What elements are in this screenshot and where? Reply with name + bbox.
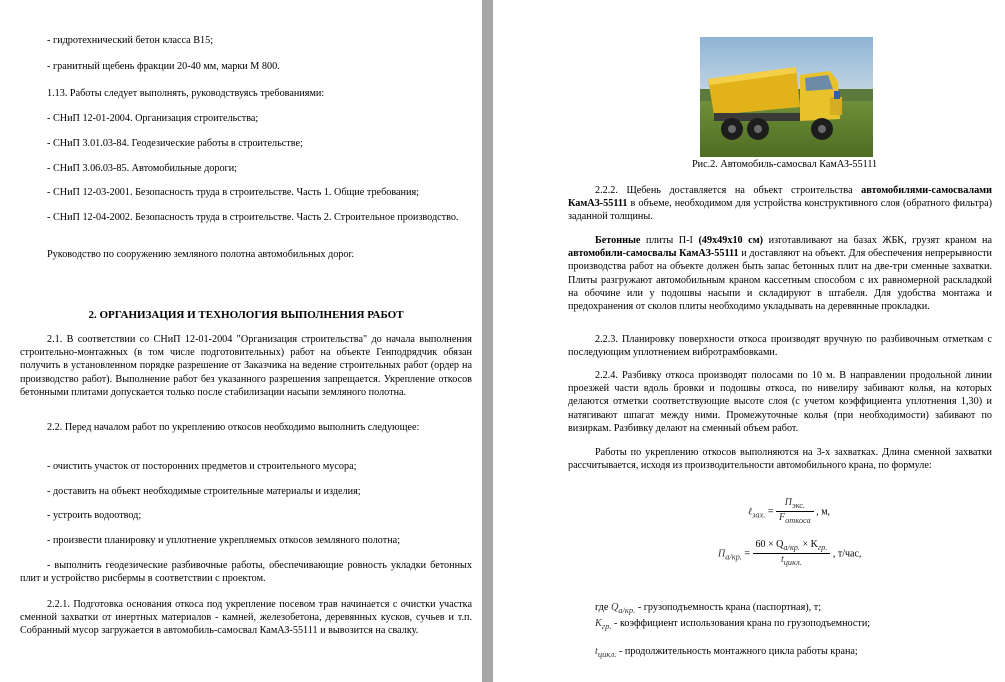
formula-symbol: П <box>718 548 726 560</box>
paragraph-snip-12-01: - СНиП 12-01-2004. Организация строительства; <box>47 113 259 124</box>
right-page <box>493 0 1005 682</box>
list-item-geodesy: - выполнить геодезические разбивочные работы, обеспечивающие ровность укладки бетонных плит и устройство рисбермы в соответствии с проектом. <box>20 560 472 585</box>
formula-subscript: гр. <box>601 621 612 632</box>
paragraph-snip-3-06: - СНиП 3.06.03-85. Автомобильные дороги; <box>47 163 238 174</box>
paragraph-2-2-3: 2.2.3. Планировку поверхности откоса производят вручную по разбивочным отметкам с последующим уплотнением вибротрамбовками. <box>568 334 992 359</box>
paragraph-2-2-4: 2.2.4. Разбивку откоса производят полосами по 10 м. В направлении продольной линии проезжей части вдоль бровки и подошвы откоса, по нивелиру забивают колья, на которых делаются отметки соответствующие высоте слоя (с учетом коэффициента уплотнения 1,30) и натягивают шпагат между ними. Промежуточные колья (при необходимости) забивают по визиркам. Разбивку делают на сменный объем работ. <box>568 370 992 434</box>
definition-text: - продолжительность монтажного цикла работы крана; <box>616 646 858 657</box>
list-item-clean: - очистить участок от посторонних предметов и строительного мусора; <box>47 461 357 472</box>
bold-run: (49х49х10 см) <box>698 235 764 246</box>
section-heading: 2. ОРГАНИЗАЦИЯ И ТЕХНОЛОГИЯ ВЫПОЛНЕНИЯ РАБОТ <box>88 309 404 321</box>
text-run: в объеме, необходимом для устройства конструктивного слоя (обратного фильтра) заданной толщины. <box>568 198 992 223</box>
paragraph-snip-12-04: - СНиП 12-04-2002. Безопасность труда в строительстве. Часть 2. Строительное производство. <box>47 212 459 223</box>
paragraph-concrete-slabs <box>568 234 992 313</box>
formula-grip-length <box>748 497 830 527</box>
truck-photo <box>700 37 873 157</box>
page-gutter <box>482 0 493 682</box>
bold-run: автомобилями-самосвалами КамАЗ-55111 <box>568 185 992 210</box>
definition-text: - коэффициент использования крана по грузоподъемности; <box>611 618 871 629</box>
formula-unit: , м, <box>816 506 831 518</box>
where-label: где <box>595 602 609 613</box>
formula-subscript: цикл. <box>783 558 802 567</box>
formula-symbol: Q <box>610 602 619 613</box>
formula-fraction <box>776 497 814 527</box>
left-page <box>0 0 482 682</box>
formula-unit: , т/час, <box>832 548 862 560</box>
formula-subscript: откоса <box>785 516 811 525</box>
definition-text: - грузоподъемность крана (паспортная), т; <box>635 602 822 613</box>
paragraph-1-13: 1.13. Работы следует выполнять, руководствуясь требованиями: <box>47 88 325 99</box>
paragraph-concrete-class: - гидротехнический бетон класса В15; <box>47 35 214 46</box>
formula-subscript: a/кр. <box>783 543 800 552</box>
definition-crane-capacity <box>595 601 995 617</box>
definition-cycle-time <box>595 645 995 661</box>
formula-term: 60 × Q <box>755 539 784 550</box>
formula-subscript: цикл. <box>597 649 617 660</box>
list-item-drainage: - устроить водоотвод; <box>47 510 142 521</box>
formula-subscript: зах. <box>752 510 766 520</box>
fraction-denominator <box>776 512 814 527</box>
text-run: и доставляют на объект. Для обеспечения непрерывности производства работ на объекте должен быть запас бетонных плит на две-три сменные захватки. Плиты разгружают автомобильным краном кассетным способом с их равномерной раскладкой на обочине или у подошвы насыпи и складируют в штабеля. Для удобства монтажа и предохранения от сколов плиты необходимо укладывать на деревянные прокладки. <box>568 248 992 313</box>
formula-symbol: ℓ <box>748 506 753 518</box>
formula-symbol: t <box>595 646 598 657</box>
fraction-numerator <box>776 497 814 512</box>
formula-symbol: K <box>595 618 602 629</box>
paragraph-grips: Работы по укреплению откосов выполняются на 3-х захватках. Длина сменной захватки рассчитывается, исходя из производительности автомобильного крана, по формуле: <box>568 447 992 472</box>
text-run: изготавливают на базах ЖБК, грузят краном на <box>763 235 992 246</box>
formula-subscript: гр. <box>817 543 828 552</box>
text-run: 2.2.2. Щебень доставляется на объект строительства <box>595 185 862 196</box>
list-item-planning: - произвести планировку и уплотнение укрепляемых откосов земляного полотна; <box>47 535 401 546</box>
definition-load-factor <box>595 617 995 633</box>
paragraph-snip-3-01: - СНиП 3.01.03-84. Геодезические работы в строительстве; <box>47 138 303 149</box>
formula-crane-productivity <box>718 539 861 569</box>
figure-caption: Рис.2. Автомобиль-самосвал КамАЗ-55111 <box>692 159 878 170</box>
paragraph-2-2-2 <box>568 184 992 224</box>
paragraph-gravel: - гранитный щебень фракции 20-40 мм, марки М 800. <box>47 61 280 72</box>
bold-run: Бетонные <box>595 235 641 246</box>
paragraph-guide: Руководство по сооружению земляного полотна автомобильных дорог. <box>47 249 355 260</box>
paragraph-snip-12-03: - СНиП 12-03-2001. Безопасность труда в строительстве. Часть 1. Общие требования; <box>47 187 419 198</box>
formula-fraction <box>753 539 831 569</box>
fraction-numerator <box>753 539 831 554</box>
formula-symbol: t <box>780 554 784 565</box>
formula-subscript: a/кр. <box>725 552 742 562</box>
paragraph-2-2: 2.2. Перед началом работ по укреплению откосов необходимо выполнить следующее: <box>47 422 420 433</box>
formula-symbol: П <box>784 497 792 508</box>
paragraph-2-1: 2.1. В соответствии со СНиП 12-01-2004 "Организация строительства" до начала выполнения строительно-монтажных (в том числе подготовительных) работ на объекте Генподрядчик обязан получить в установленном порядке разрешение от Заказчика на ведение строительных работ (ордер на производство работ). Выполнение работ без указанного разрешения запрещается. Укрепление откосов бетонными плитами допускается только после стабилизации насыпи земляного полотна. <box>20 334 472 398</box>
formula-equals: = <box>767 506 774 518</box>
list-item-deliver: - доставить на объект необходимые строительные материалы и изделия; <box>47 486 361 497</box>
formula-term: × K <box>800 539 818 550</box>
formula-subscript: экс. <box>791 501 805 510</box>
fraction-denominator <box>753 554 831 569</box>
formula-symbol: F <box>779 512 786 523</box>
formula-subscript: a/кр. <box>618 605 636 616</box>
text-run: плиты П-I <box>640 235 699 246</box>
formula-equals: = <box>744 548 750 560</box>
bold-run: автомобили-самосвалы КамАЗ-55111 <box>568 248 739 260</box>
paragraph-2-2-1: 2.2.1. Подготовка основания откоса под укрепление посевом трав начинается с очистки участка сменной захватки от инертных материалов - камней, железобетона, деревянных кусков, сучьев и т.п. Собранный мусор загружается в автомобиль-самосвал КамАЗ-55111 и вывозится на свалку. <box>20 599 472 637</box>
